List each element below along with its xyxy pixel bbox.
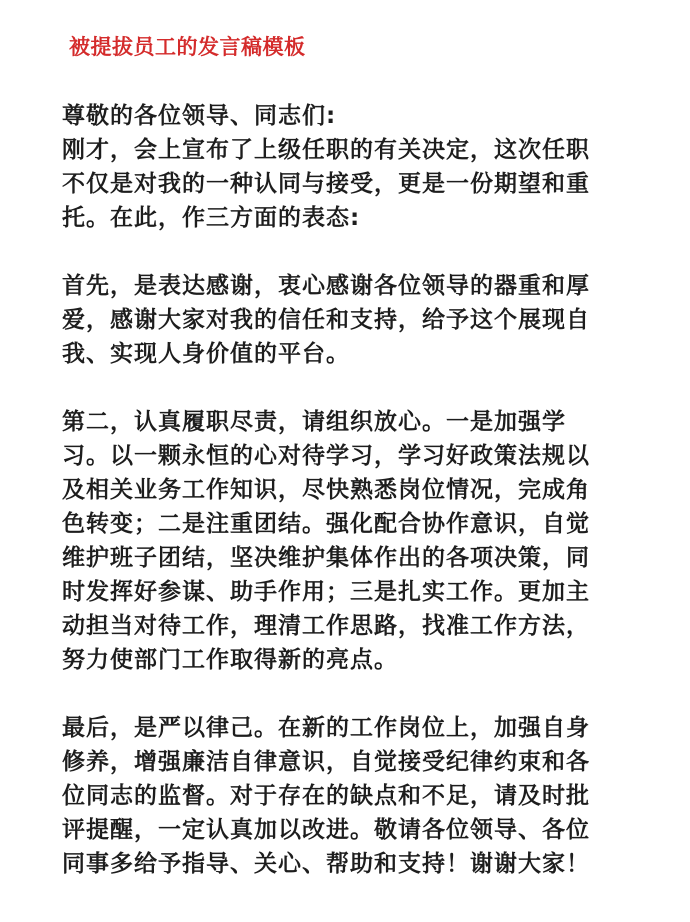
paragraph-line: 修养，增强廉洁自律意识，自觉接受纪律约束和各	[62, 749, 590, 775]
paragraph-gap	[62, 371, 662, 405]
paragraph-line: 位同志的监督。对于存在的缺点和不足，请及时批	[62, 783, 590, 809]
paragraph-line: 习。以一颗永恒的心对待学习，学习好政策法规以	[62, 443, 590, 469]
paragraph-line: 维护班子团结，坚决维护集体作出的各项决策，同	[62, 545, 590, 571]
paragraph-line: 不仅是对我的一种认同与接受，更是一份期望和重	[62, 171, 590, 197]
paragraph-line: 爱，感谢大家对我的信任和支持，给予这个展现自	[62, 307, 590, 333]
paragraph-gap	[62, 677, 662, 711]
paragraph-line: 首先，是表达感谢，衷心感谢各位领导的器重和厚	[62, 273, 590, 299]
paragraph-line: 托。在此，作三方面的表态:	[62, 205, 361, 231]
paragraph-line: 同事多给予指导、关心、帮助和支持！谢谢大家！	[62, 851, 590, 877]
paragraph-line: 色转变；二是注重团结。强化配合协作意识，自觉	[62, 511, 590, 537]
document-title: 被提拔员工的发言稿模板	[69, 35, 306, 59]
paragraph-gap	[62, 235, 662, 269]
paragraph-line: 刚才，会上宣布了上级任职的有关决定，这次任职	[62, 137, 590, 163]
paragraph-line: 动担当对待工作，理清工作思路，找准工作方法，	[62, 613, 590, 639]
speech-body	[62, 99, 662, 881]
paragraph-line: 第二，认真履职尽责，请组织放心。一是加强学	[62, 409, 566, 435]
paragraph-line: 我、实现人身价值的平台。	[62, 341, 350, 367]
paragraph-line: 评提醒，一定认真加以改进。敬请各位领导、各位	[62, 817, 590, 843]
salutation: 尊敬的各位领导、同志们:	[62, 103, 337, 129]
paragraph-line: 努力使部门工作取得新的亮点。	[62, 647, 398, 673]
paragraph-line: 时发挥好参谋、助手作用；三是扎实工作。更加主	[62, 579, 590, 605]
paragraph-line: 最后，是严以律己。在新的工作岗位上，加强自身	[62, 715, 590, 741]
paragraph-line: 及相关业务工作知识，尽快熟悉岗位情况，完成角	[62, 477, 590, 503]
